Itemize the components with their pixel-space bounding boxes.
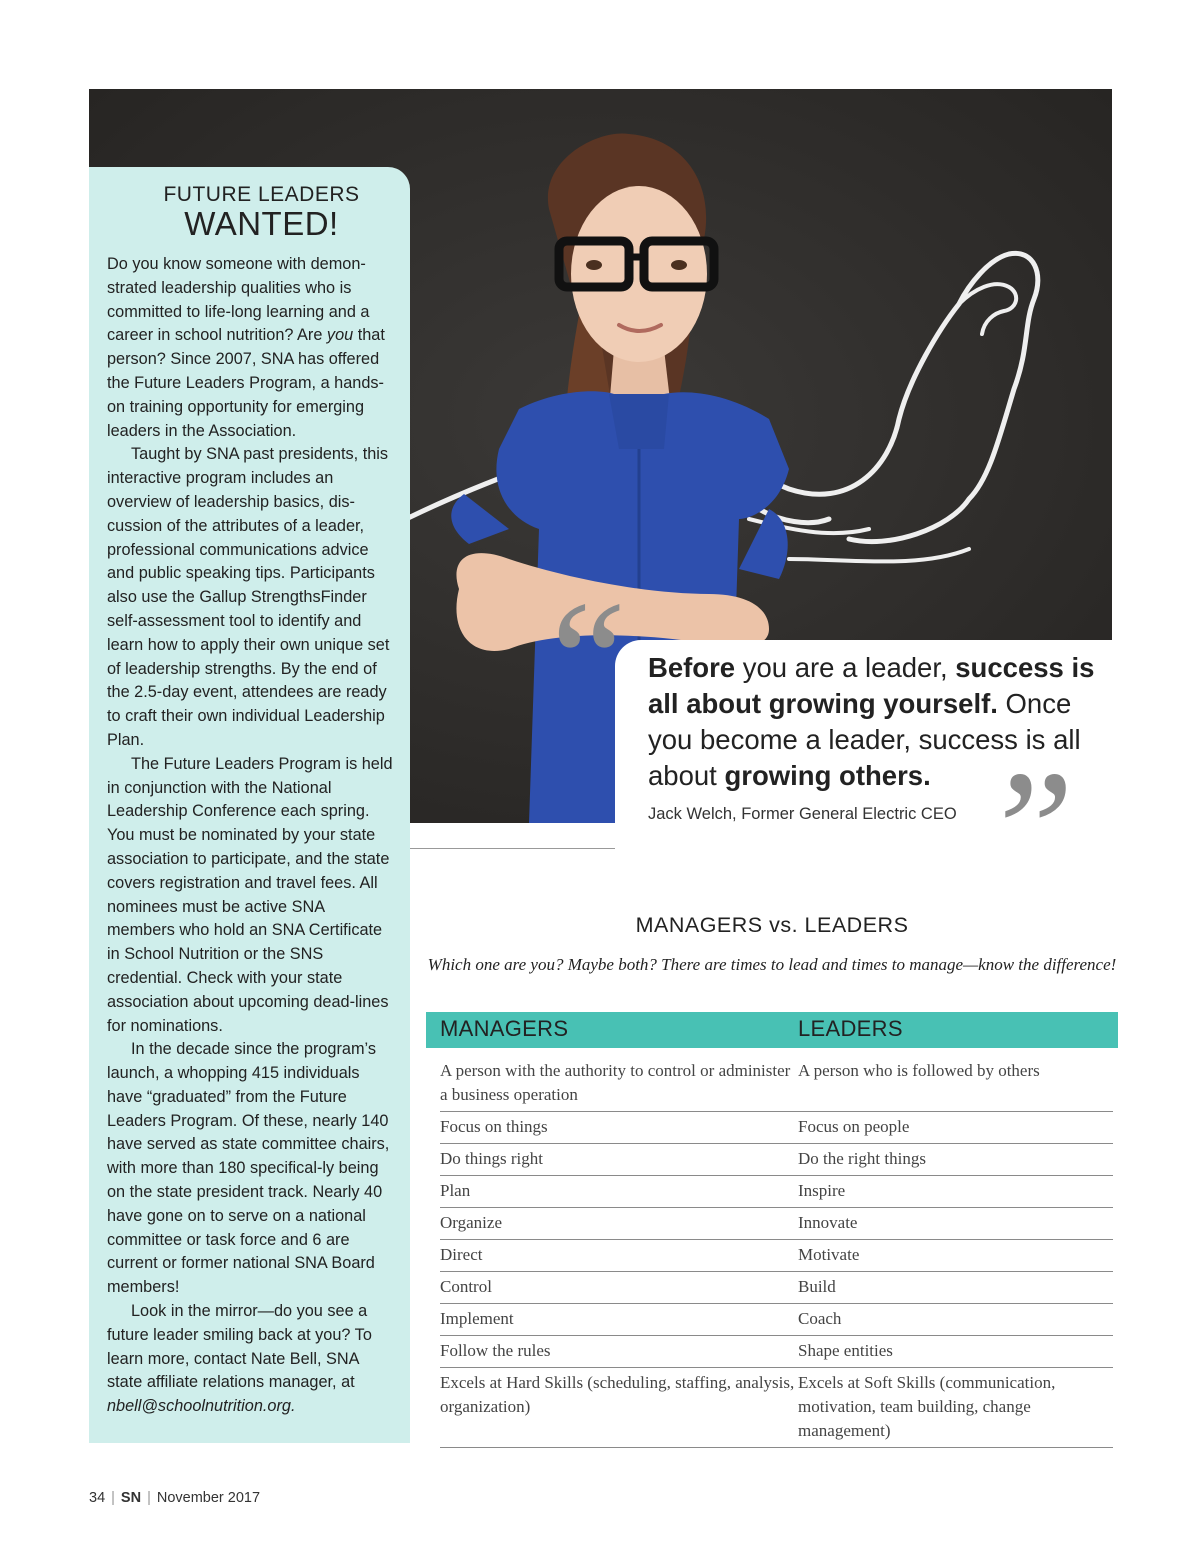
sidebar-p1-text-b: that person? Since 2007, SNA has offered the Future Leaders Program, a hands-on training opportunity for emerging leaders in the Association. <box>107 326 385 440</box>
quote-part-4: Once you become a leader, success is all about <box>648 688 1081 791</box>
table-row <box>440 1208 1113 1240</box>
sidebar-p5-text: Look in the mirror—do you see a future leader smiling back at you? To learn more, contact Nate Bell, SNA state affiliate relations manager, at <box>107 1302 372 1392</box>
sidebar-paragraph-1 <box>107 253 396 443</box>
quote-part-5: growing others. <box>724 760 931 791</box>
sidebar-kicker: FUTURE LEADERS <box>163 183 360 206</box>
table-row <box>440 1336 1113 1368</box>
table-row <box>440 1112 1113 1144</box>
table-row <box>440 1240 1113 1272</box>
managers-cell: Plan <box>440 1181 471 1200</box>
leaders-cell: Motivate <box>798 1245 860 1264</box>
managers-cell: Control <box>440 1277 492 1296</box>
managers-cell: Organize <box>440 1213 502 1232</box>
magazine-name: SN <box>120 1490 142 1506</box>
column-header-leaders: LEADERS <box>798 1016 903 1041</box>
table-row <box>440 1304 1113 1336</box>
comparison-table-body <box>440 1056 1113 1448</box>
sidebar-paragraph-3: The Future Leaders Program is held in conjunction with the National Leadership Conference each spring. You must be nominated by your state association to participate, and the state covers registration and travel fees. All nominees must be active SNA members who hold an SNA Certificate in School Nutrition or the SNS credential. Check with your state association about upcoming dead-lines for nominations. <box>107 754 393 1035</box>
leaders-cell: Inspire <box>798 1181 846 1200</box>
sidebar-paragraph-5 <box>107 1300 396 1419</box>
leaders-cell: Innovate <box>798 1213 858 1232</box>
managers-cell: A person with the authority to control or administer a business operation <box>440 1061 791 1104</box>
managers-cell: Direct <box>440 1245 483 1264</box>
footer-separator: | <box>111 1490 115 1506</box>
leaders-cell: Shape entities <box>798 1341 893 1360</box>
column-header-managers: MANAGERS <box>440 1016 569 1041</box>
leaders-cell: Coach <box>798 1309 842 1328</box>
future-leaders-sidebar <box>89 167 410 1443</box>
managers-cell: Excels at Hard Skills (scheduling, staffing, analysis, organization) <box>440 1373 795 1416</box>
comparison-subtitle: Which one are you? Maybe both? There are times to lead and times to manage—know the difference! <box>427 955 1117 974</box>
table-row <box>440 1272 1113 1304</box>
managers-cell: Implement <box>440 1309 514 1328</box>
table-row <box>440 1176 1113 1208</box>
sidebar-title: WANTED! <box>184 205 339 242</box>
managers-cell: Do things right <box>440 1149 543 1168</box>
contact-email-link[interactable]: nbell@schoolnutrition.org. <box>107 1397 296 1416</box>
issue-date: November 2017 <box>156 1490 261 1506</box>
leaders-cell: A person who is followed by others <box>798 1061 1040 1080</box>
page-footer <box>89 1490 260 1506</box>
page-number: 34 <box>89 1490 106 1506</box>
leaders-cell: Build <box>798 1277 836 1296</box>
sidebar-body <box>107 253 396 1419</box>
quote-part-2: you are a leader, <box>735 652 956 683</box>
leaders-cell: Excels at Soft Skills (communication, motivation, team building, change management) <box>798 1373 1056 1440</box>
managers-cell: Follow the rules <box>440 1341 551 1360</box>
sidebar-paragraph-4: In the decade since the program’s launch, a whopping 415 individuals have “graduated” from the Future Leaders Program. Of these, nearly 140 have served as state committee chairs, with more than 180 specifical-ly being on the state president track. Nearly 40 have gone on to serve on a national committee or task force and 6 are current or former national SNA Board members! <box>107 1040 390 1297</box>
quote-part-1: Before <box>648 652 736 683</box>
quote-attribution: Jack Welch, Former General Electric CEO <box>648 805 957 823</box>
sidebar-paragraph-2: Taught by SNA past presidents, this interactive program includes an overview of leadership basics, dis-cussion of the attributes of a leader, professional communications advice and public speaking tips. Participants also use the Gallup StrengthsFinder self-assessment tool to identify and learn how to apply their own unique set of leadership strengths. By the end of the 2.5-day event, attendees are ready to craft their own individual Leadership Plan. <box>107 445 390 749</box>
leaders-cell: Do the right things <box>798 1149 926 1168</box>
sidebar-p1-text-a: Do you know someone with demon-strated leadership qualities who is committed to life-long learning and a career in school nutrition? Are <box>107 255 370 345</box>
close-quote-mark: ” <box>980 736 1075 924</box>
table-row <box>440 1368 1113 1448</box>
table-row <box>440 1056 1113 1112</box>
table-row <box>440 1144 1113 1176</box>
open-quote-mark: “ <box>534 566 629 754</box>
footer-separator: | <box>147 1490 151 1506</box>
quote-divider <box>410 848 615 849</box>
managers-cell: Focus on things <box>440 1117 548 1136</box>
comparison-table-header <box>426 1012 1118 1048</box>
leaders-cell: Focus on people <box>798 1117 910 1136</box>
sidebar-p1-emphasis: you <box>326 326 354 345</box>
quote-part-3: success is all about growing yourself. <box>648 652 1095 719</box>
comparison-title: MANAGERS vs. LEADERS <box>635 913 909 937</box>
